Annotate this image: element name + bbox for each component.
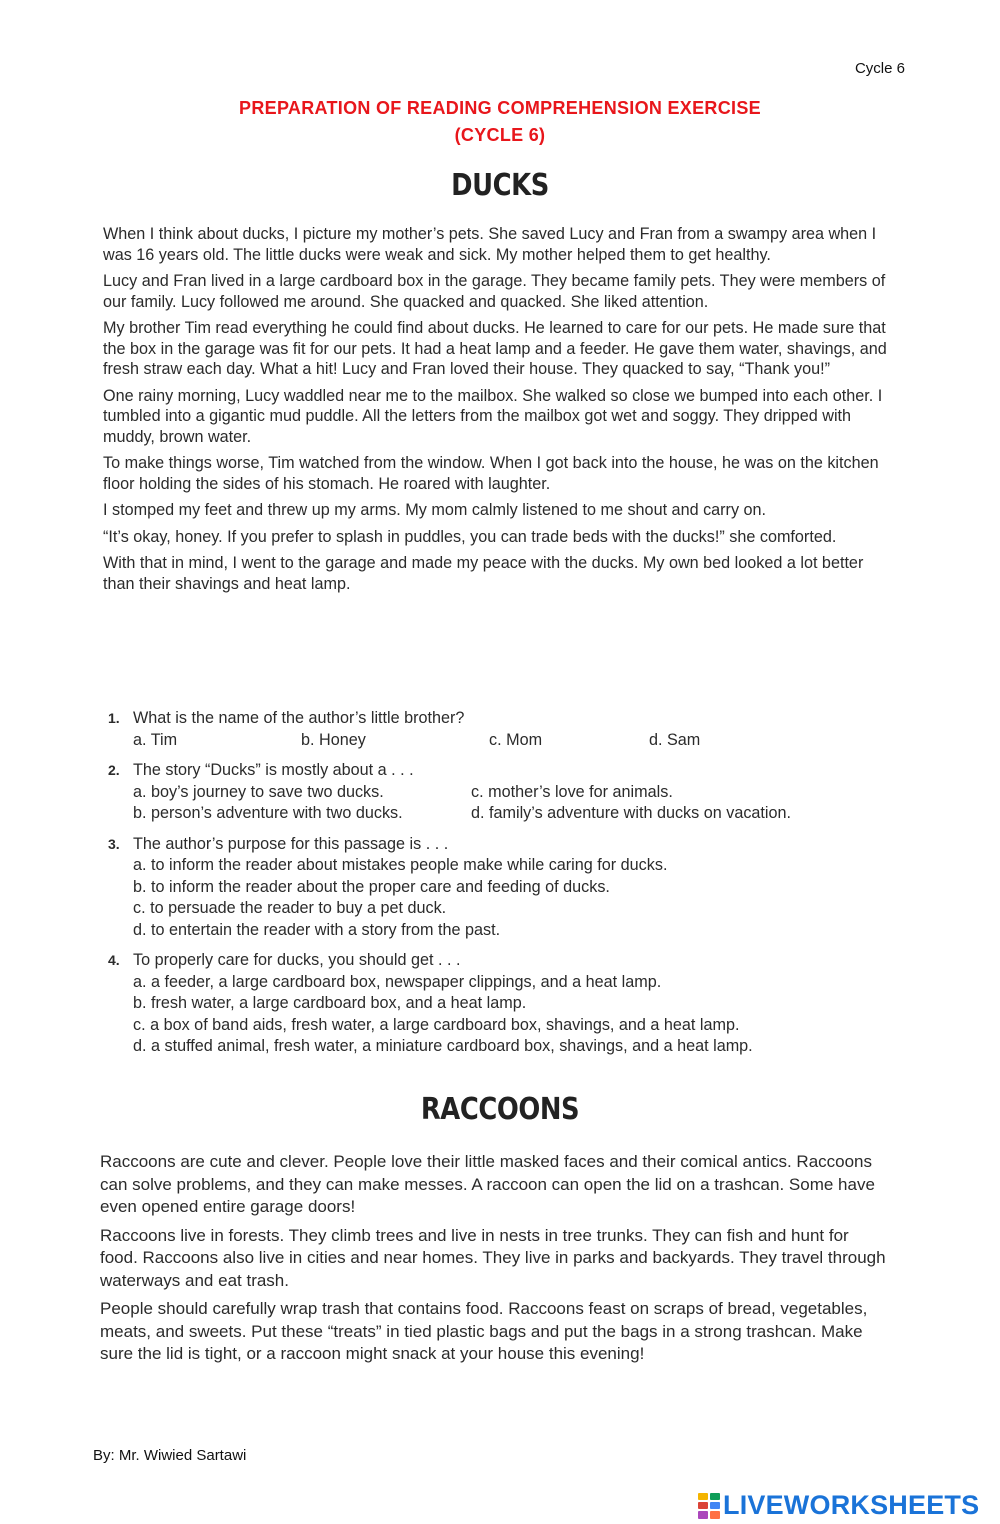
answer-option[interactable]: a. Tim (133, 730, 178, 749)
question-stem: The author’s purpose for this passage is . . . (133, 834, 449, 853)
question-number: 2. (108, 762, 120, 778)
question-number: 4. (108, 952, 120, 968)
answer-option[interactable]: d. Sam (649, 730, 701, 749)
answer-option[interactable]: a. a feeder, a large cardboard box, newspaper clippings, and a heat lamp. (133, 972, 662, 991)
answer-option[interactable]: b. Honey (301, 730, 366, 749)
question-4 (108, 950, 888, 1058)
author-credit: By: Mr. Wiwied Sartawi (93, 1447, 247, 1464)
ducks-paragraph: One rainy morning, Lucy waddled near me to the mailbox. She walked so close we bumped into each other. I tumbled into a gigantic mud puddle. All the letters from the mailbox got wet and soggy. They dripped with muddy, brown water. (103, 386, 883, 446)
heading-line-2: (CYCLE 6) (454, 125, 546, 145)
logo-tile (698, 1511, 708, 1518)
answer-option[interactable]: a. boy’s journey to save two ducks. (133, 782, 384, 801)
question-stem: What is the name of the author’s little brother? (133, 709, 465, 727)
worksheet-heading (0, 95, 1000, 149)
ducks-paragraph: I stomped my feet and threw up my arms. My mom calmly listened to me shout and carry on. (103, 501, 767, 519)
ducks-paragraph: When I think about ducks, I picture my mother’s pets. She saved Lucy and Fran from a swampy area when I was 16 years old. The little ducks were weak and sick. My mother helped them to get healthy. (103, 225, 877, 264)
raccoons-paragraph: Raccoons are cute and clever. People love their little masked faces and their comical antics. Raccoons can solve problems, and they can make messes. A raccoon can open the lid on a trashcan. Some have even opened entire garage doors! (100, 1152, 875, 1216)
question-1 (108, 708, 888, 751)
logo-tile (710, 1511, 720, 1518)
question-stem: The story “Ducks” is mostly about a . . . (133, 761, 414, 779)
heading-line-1: PREPARATION OF READING COMPREHENSION EXERCISE (239, 98, 761, 118)
liveworksheets-brand[interactable] (698, 1490, 979, 1521)
question-2 (108, 760, 888, 825)
raccoons-title: RACCOONS (420, 1092, 580, 1127)
ducks-paragraph: My brother Tim read everything he could find about ducks. He learned to care for our pets. He made sure that the box in the garage was fit for our pets. It had a heat lamp and a feeder. He gave them water, shavings, and fresh straw each day. What a hit! Lucy and Fran loved their house. They quacked to say, “Thank you!” (103, 319, 887, 378)
ducks-story (103, 224, 893, 600)
question-number: 1. (108, 710, 120, 726)
liveworksheets-logo-icon (698, 1493, 720, 1519)
answer-option[interactable]: c. a box of band aids, fresh water, a large cardboard box, shavings, and a heat lamp. (133, 1015, 740, 1034)
logo-tile (710, 1493, 720, 1500)
answer-option[interactable]: a. to inform the reader about mistakes people make while caring for ducks. (133, 856, 668, 874)
raccoons-paragraph: People should carefully wrap trash that contains food. Raccoons feast on scraps of bread, vegetables, meats, and sweets. Put these “treats” in tied plastic bags and put the bags in a strong trashcan. Make sure the lid is tight, or a raccoon might snack at your house this evening! (100, 1299, 868, 1363)
ducks-paragraph: “It’s okay, honey. If you prefer to splash in puddles, you can trade beds with the ducks!” she comforted. (103, 527, 837, 546)
answer-option[interactable]: d. to entertain the reader with a story from the past. (133, 920, 501, 939)
brand-name: LIVEWORKSHEETS (723, 1490, 980, 1520)
answer-option[interactable]: c. to persuade the reader to buy a pet duck. (133, 899, 447, 917)
question-list (108, 708, 888, 1067)
answer-option[interactable]: c. mother’s love for animals. (471, 782, 673, 801)
raccoons-paragraph: Raccoons live in forests. They climb trees and live in nests in tree trunks. They can fish and hunt for food. Raccoons also live in cities and near homes. They live in parks and backyards. They travel through waterways and eat trash. (100, 1225, 886, 1290)
answer-option[interactable]: b. to inform the reader about the proper care and feeding of ducks. (133, 877, 610, 896)
answer-option[interactable]: b. person’s adventure with two ducks. (133, 804, 403, 822)
question-3 (108, 834, 888, 942)
ducks-title: DUCKS (451, 168, 549, 203)
raccoons-story (100, 1151, 890, 1372)
question-stem: To properly care for ducks, you should get . . . (133, 951, 461, 969)
answer-option[interactable]: d. a stuffed animal, fresh water, a miniature cardboard box, shavings, and a heat lamp. (133, 1037, 753, 1055)
logo-tile (698, 1493, 708, 1500)
logo-tile (698, 1502, 708, 1509)
ducks-paragraph: Lucy and Fran lived in a large cardboard box in the garage. They became family pets. They were members of our family. Lucy followed me around. She quacked and quacked. She liked attention. (103, 272, 886, 311)
question-number: 3. (108, 835, 120, 852)
logo-tile (710, 1502, 720, 1509)
cycle-label: Cycle 6 (854, 60, 905, 77)
answer-option[interactable]: c. Mom (489, 730, 543, 749)
ducks-paragraph: To make things worse, Tim watched from the window. When I got back into the house, he was on the kitchen floor holding the sides of his stomach. He roared with laughter. (103, 454, 879, 493)
answer-option[interactable]: b. fresh water, a large cardboard box, and a heat lamp. (133, 994, 527, 1012)
answer-option[interactable]: d. family’s adventure with ducks on vacation. (471, 804, 792, 822)
ducks-paragraph: With that in mind, I went to the garage and made my peace with the ducks. My own bed looked a lot better than their shavings and heat lamp. (103, 554, 864, 593)
